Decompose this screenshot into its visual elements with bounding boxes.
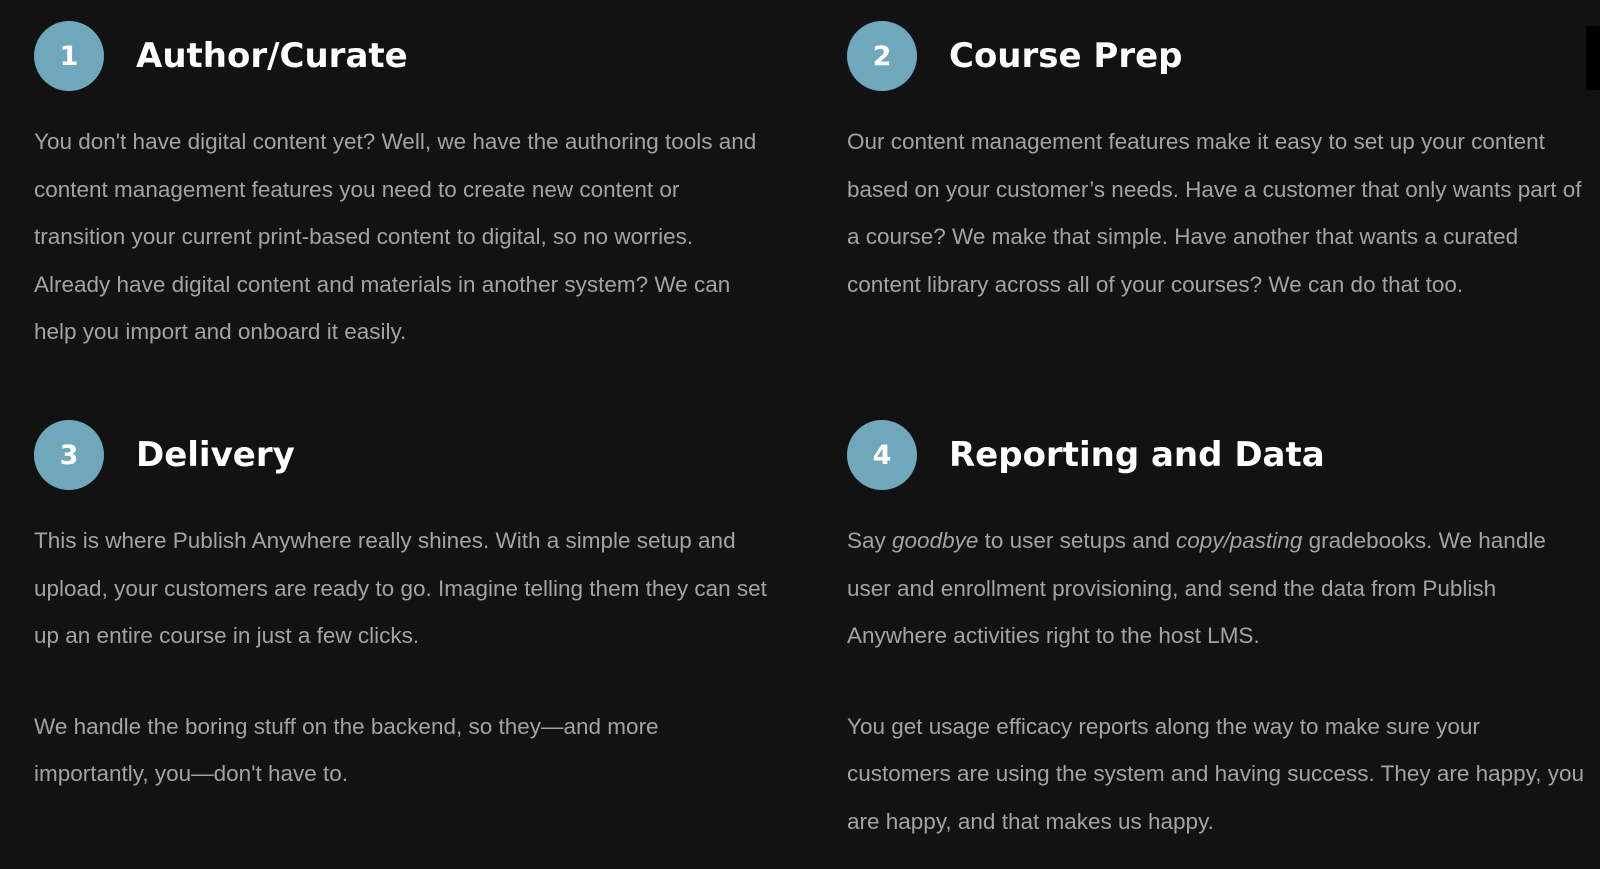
step-number-badge: 3 xyxy=(34,420,104,490)
step-description xyxy=(847,517,1587,845)
step-reporting-and-data xyxy=(847,420,1587,845)
step-header xyxy=(847,21,1587,91)
step-header xyxy=(34,21,774,91)
step-paragraph: You get usage efficacy reports along the way to make sure your customers are using the system and having success. They are happy, you are happy, and that makes us happy. xyxy=(847,713,1585,834)
step-number-badge: 4 xyxy=(847,420,917,490)
step-description xyxy=(34,118,774,356)
step-paragraph: This is where Publish Anywhere really shines. With a simple setup and upload, your customers are ready to go. Imagine telling them they can set up an entire course in just a few clicks. xyxy=(34,528,767,648)
step-paragraph: We handle the boring stuff on the backend, so they—and more importantly, you—don't have to. xyxy=(34,713,659,786)
step-number-badge: 1 xyxy=(34,21,104,91)
step-number-badge: 2 xyxy=(847,21,917,91)
step-paragraph: You don't have digital content yet? Well, we have the authoring tools and content management features you need to create new content or transition your current print-based content to digital, so no worries. Already have digital content and materials in another system? We can help you import and onboard it easily. xyxy=(34,129,757,344)
step-course-prep xyxy=(847,21,1587,308)
step-title: Delivery xyxy=(136,435,295,475)
step-description xyxy=(34,517,774,798)
step-paragraph: Our content management features make it easy to set up your content based on your customer’s needs. Have a customer that only wants part of a course? We make that simple. Have another that wants a curated content library across all of your courses? We can do that too. xyxy=(847,129,1582,297)
step-description xyxy=(847,118,1587,308)
step-title: Course Prep xyxy=(949,36,1183,76)
step-paragraph: Say goodbye to user setups and copy/pasting gradebooks. We handle user and enrollment provisioning, and send the data from Publish Anywhere activities right to the host LMS. xyxy=(847,528,1546,648)
step-header xyxy=(847,420,1587,490)
step-title: Author/Curate xyxy=(136,36,408,76)
scrollbar-thumb[interactable] xyxy=(1586,26,1600,90)
step-delivery xyxy=(34,420,774,798)
step-header xyxy=(34,420,774,490)
step-title: Reporting and Data xyxy=(949,435,1325,475)
step-author-curate xyxy=(34,21,774,356)
